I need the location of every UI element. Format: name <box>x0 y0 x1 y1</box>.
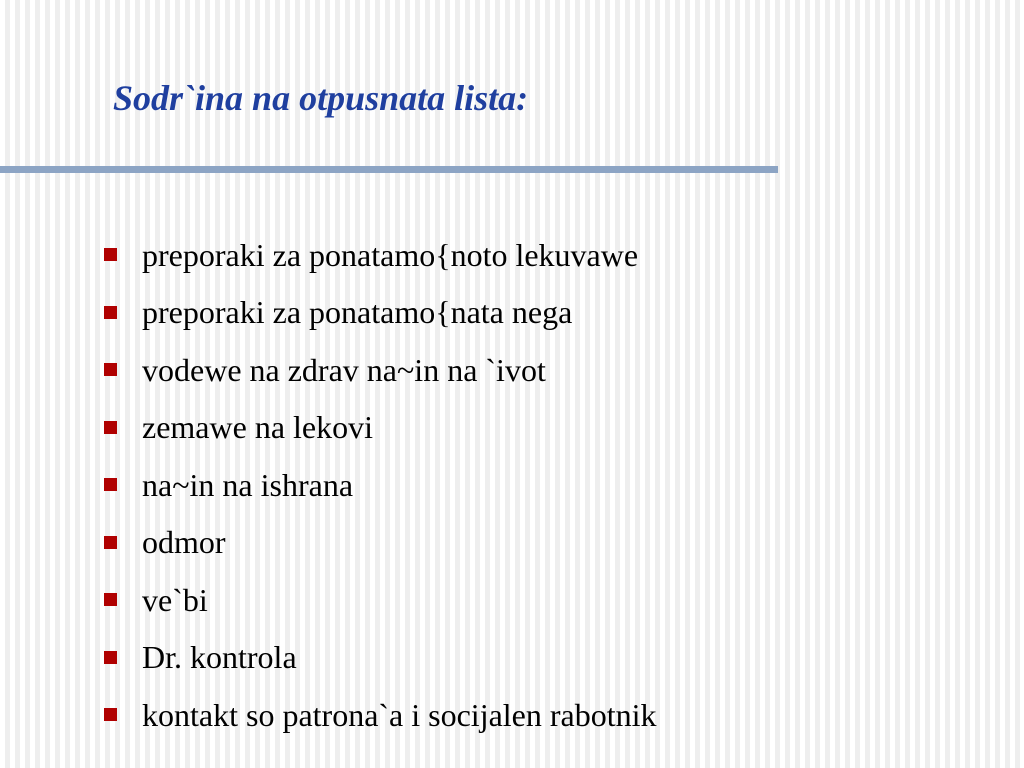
square-bullet-icon <box>104 651 117 664</box>
list-item-text: vodewe na zdrav na~in na `ivot <box>142 351 546 388</box>
list-item-text: preporaki za ponatamo{noto lekuvawe <box>142 236 639 273</box>
list-item <box>104 341 657 399</box>
square-bullet-icon <box>104 593 117 606</box>
list-item <box>104 226 657 284</box>
square-bullet-icon <box>104 478 117 491</box>
list-item-text: ve`bi <box>142 581 208 618</box>
square-bullet-icon <box>104 708 117 721</box>
list-item-text: na~in na ishrana <box>142 466 354 503</box>
bullet-list <box>104 226 657 744</box>
square-bullet-icon <box>104 421 117 434</box>
square-bullet-icon <box>104 363 117 376</box>
list-item-text: kontakt so patrona`a i socijalen rabotnik <box>142 696 657 733</box>
list-item-text: Dr. kontrola <box>142 639 297 676</box>
square-bullet-icon <box>104 306 117 319</box>
title-divider <box>0 166 778 173</box>
list-item <box>104 284 657 342</box>
square-bullet-icon <box>104 248 117 261</box>
list-item-text: zemawe na lekovi <box>142 409 373 446</box>
list-item-text: preporaki za ponatamo{nata nega <box>142 294 573 331</box>
list-item <box>104 399 657 457</box>
square-bullet-icon <box>104 536 117 549</box>
list-item <box>104 629 657 687</box>
list-item-text: odmor <box>142 524 226 561</box>
list-item <box>104 686 657 744</box>
list-item <box>104 571 657 629</box>
list-item <box>104 456 657 514</box>
list-item <box>104 514 657 572</box>
slide-title: Sodr`ina na otpusnata lista: <box>113 78 529 118</box>
